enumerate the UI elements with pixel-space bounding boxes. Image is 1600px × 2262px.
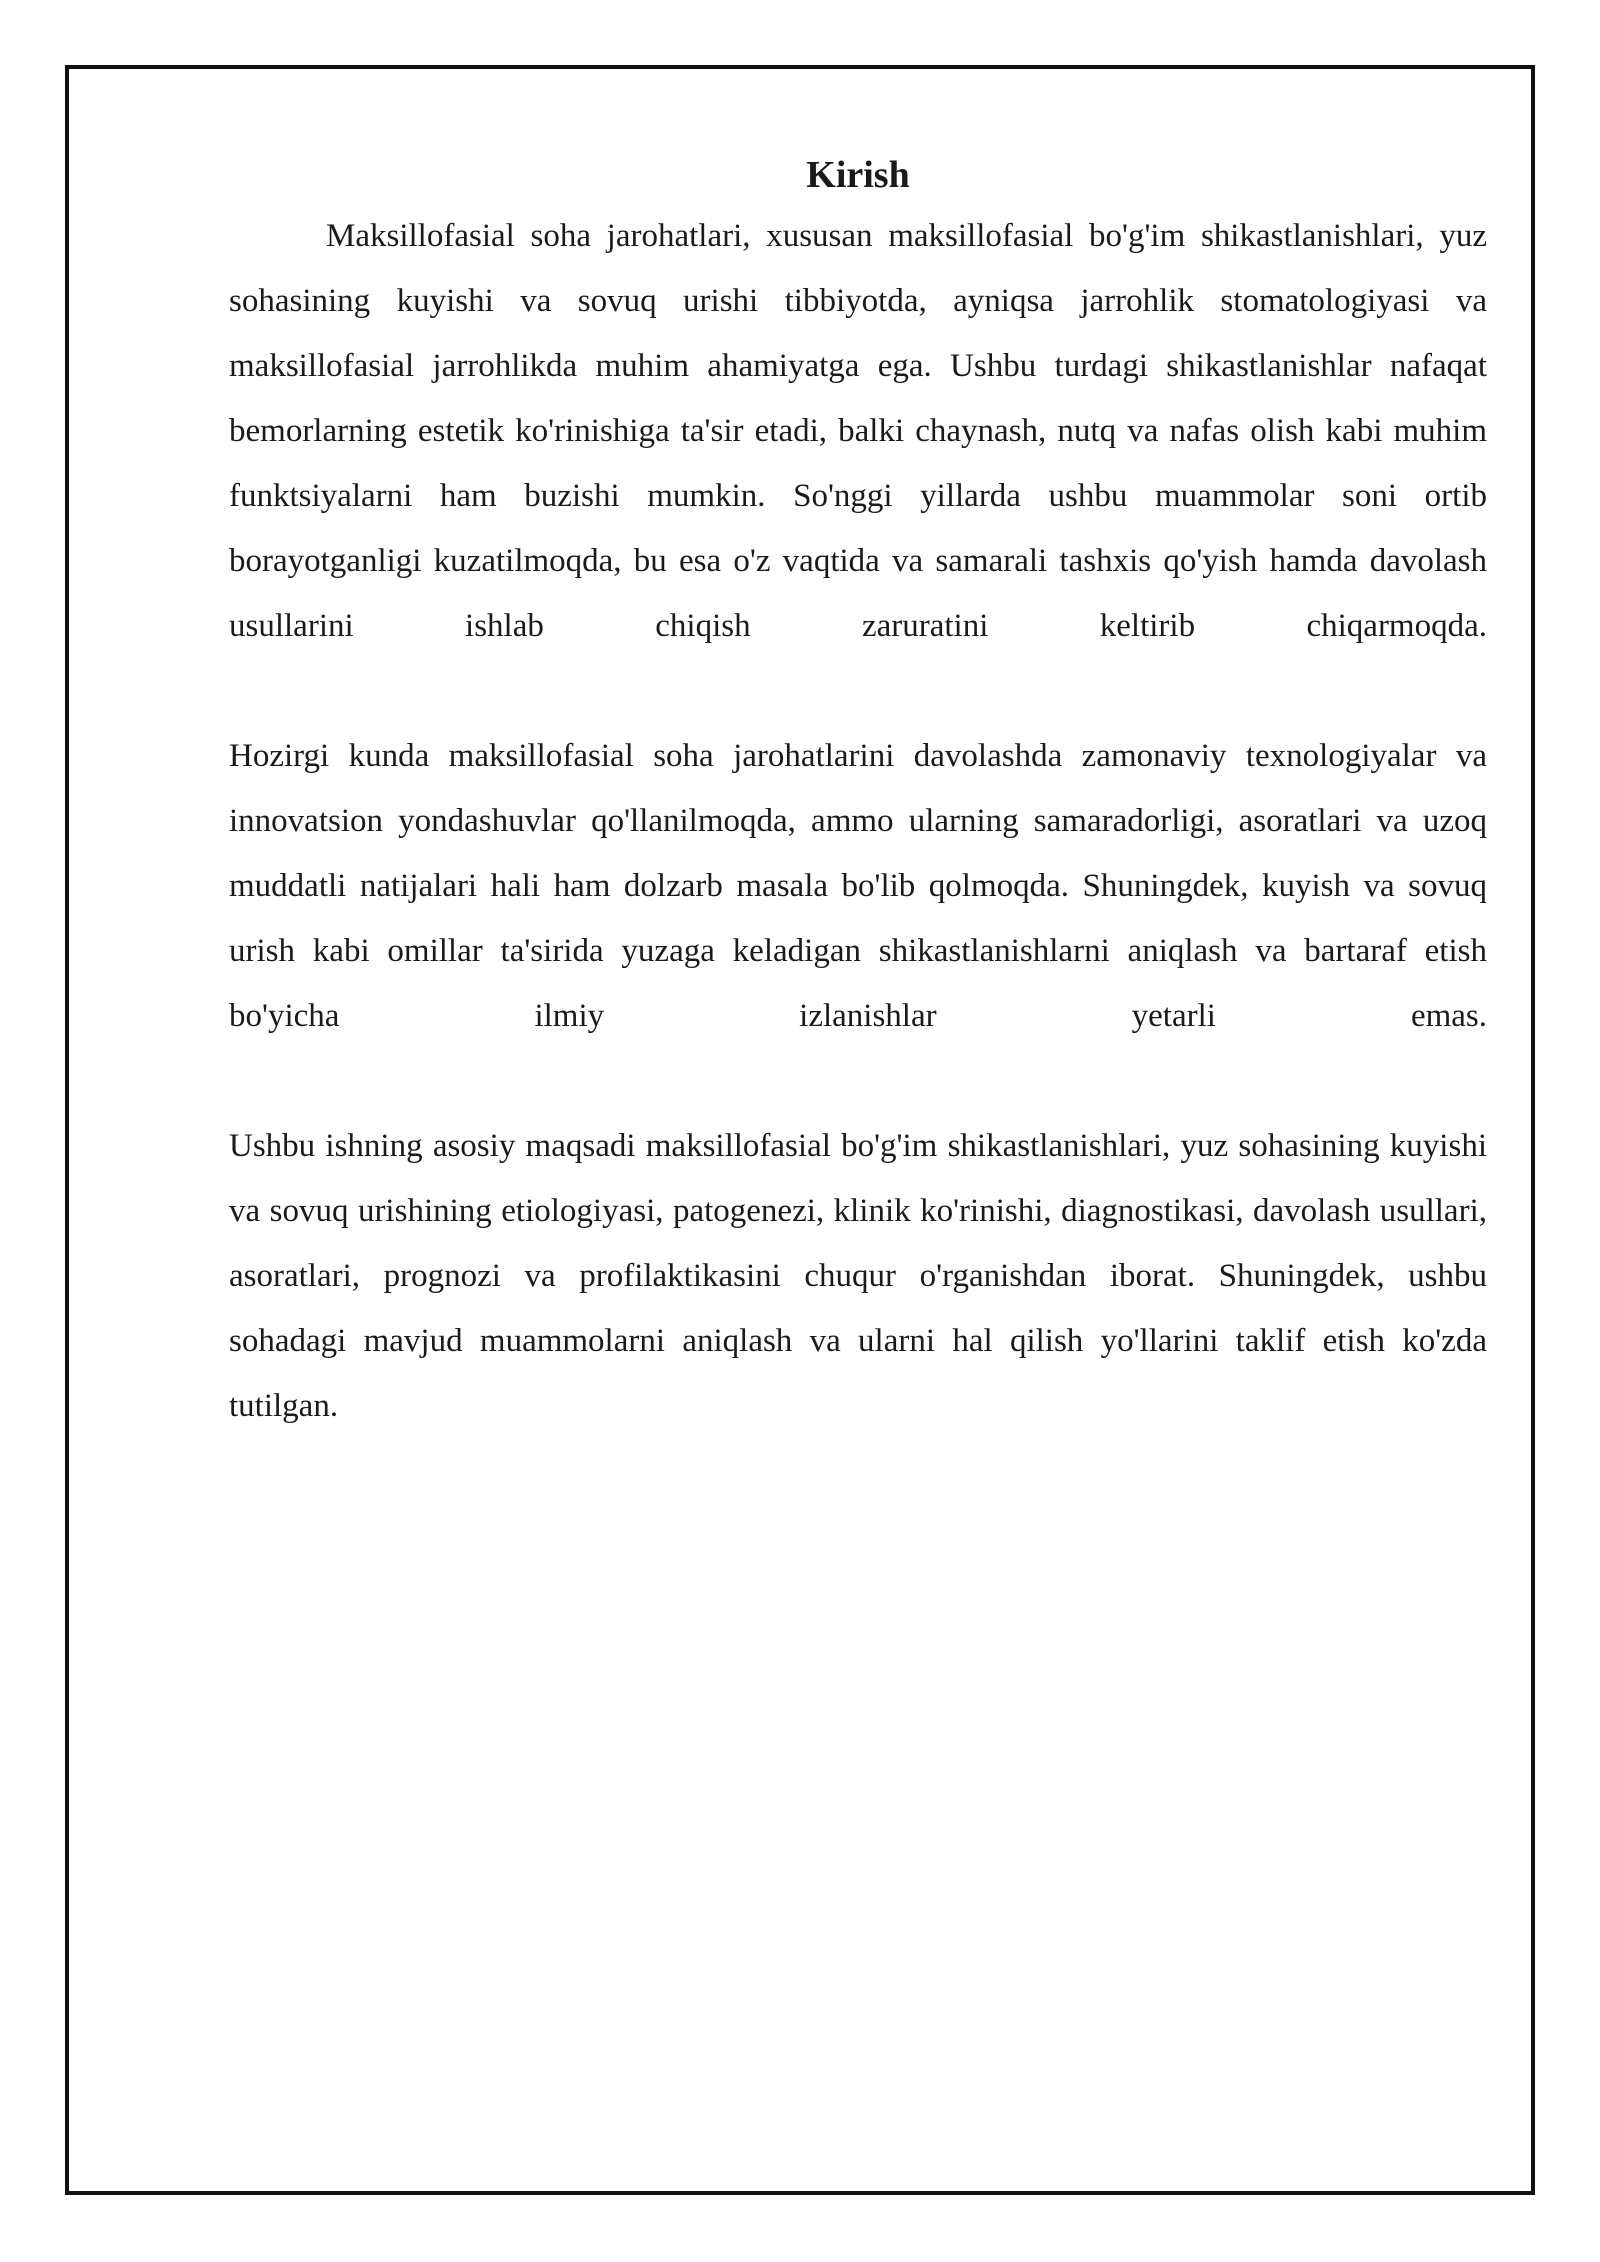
- paragraph-2: Hozirgi kunda maksillofasial soha jarohatlarini davolashda zamonaviy texnologiyalar va innovatsion yondashuvlar qo'llanilmoqda, ammo ularning samaradorligi, asoratlari va uzoq muddatli natijalari hali ham dolzarb masala bo'lib qolmoqda. Shuningdek, kuyish va sovuq urish kabi omillar ta'sirida yuzaga keladigan shikastlanishlarni aniqlash va bartaraf etish bo'yicha ilmiy izlanishlar yetarli emas.: [229, 738, 1487, 1034]
- paragraph-spacer: [229, 659, 1487, 724]
- document-body: [229, 150, 1487, 1439]
- paragraph-spacer: [229, 1049, 1487, 1114]
- paragraph-1: Maksillofasial soha jarohatlari, xususan maksillofasial bo'g'im shikastlanishlari, yuz sohasining kuyishi va sovuq urishi tibbiyotda, ayniqsa jarrohlik stomatologiyasi va maksillofasial jarrohlikda muhim ahamiyatga ega. Ushbu turdagi shikastlanishlar nafaqat bemorlarning estetik ko'rinishiga ta'sir etadi, balki chaynash, nutq va nafas olish kabi muhim funktsiyalarni ham buzishi mumkin. So'nggi yillarda ushbu muammolar soni ortib borayotganligi kuzatilmoqda, bu esa o'z vaqtida va samarali tashxis qo'yish hamda davolash usullarini ishlab chiqish zaruratini keltirib chiqarmoqda.: [229, 218, 1487, 644]
- document-title: Kirish: [806, 154, 910, 196]
- paragraph-3: Ushbu ishning asosiy maqsadi maksillofasial bo'g'im shikastlanishlari, yuz sohasining kuyishi va sovuq urishining etiologiyasi, patogenezi, klinik ko'rinishi, diagnostikasi, davolash usullari, asoratlari, prognozi va profilaktikasini chuqur o'rganishdan iborat. Shuningdek, ushbu sohadagi mavjud muammolarni aniqlash va ularni hal qilish yo'llarini taklif etish ko'zda tutilgan.: [229, 1128, 1487, 1424]
